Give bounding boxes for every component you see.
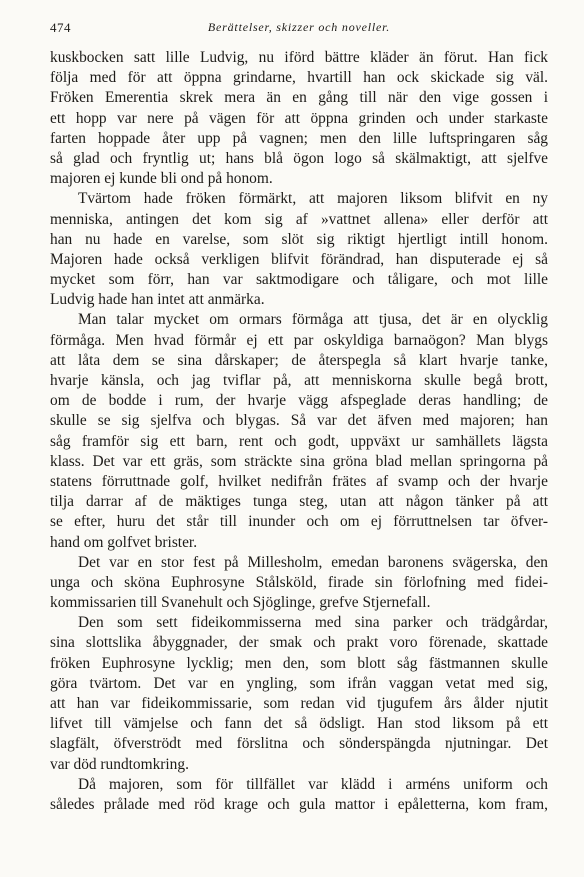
text-line: tilja darrar af de mäktiges tunga steg, utan att någon tänker på att [50,493,548,511]
text-line: se efter, huru det står till inunder och om ej förruttnelsen tar öfver- [50,513,548,531]
text-line: kommissarien till Svanehult och Sjöglinge, grefve Stjernefall. [50,594,431,612]
text-line: ett hopp var nere på vägen för att öppna grinden och under starkaste [50,109,548,127]
text-line: att låta dem se sina dårskaper; de återspegla så klart hvarje tanke, [50,351,548,369]
paragraph [50,613,548,775]
text-line: Man talar mycket om ormars förmåga att tjusa, det är en olycklig [78,311,548,329]
paragraph [50,48,548,189]
text-line: hand om golfvet brister. [50,533,198,551]
page-header [50,20,548,42]
text-line: Den som sett fideikommisserna med sina parker och trädgårdar, [78,614,548,632]
text-line: majoren ej kunde bli ond på honom. [50,170,273,188]
text-line: Då majoren, som för tillfället var klädd i arméns uniform och [78,775,548,793]
text-line: således prålade med röd krage och gula mattor i epåletterna, kom fram, [50,795,548,813]
text-line: sina slottslika åbyggnader, der smak och prakt voro förenade, skattade [50,634,548,652]
text-line: fröken Euphrosyne lycklig; men den, som blott såg fästmannen skulle [50,654,548,672]
text-line: han nu hade en varelse, som slöt sig riktigt hjertligt intill honom. [50,230,548,248]
text-line: såg framför sig ett barn, rent och godt, uppväxt ur samhällets lägsta [50,432,548,450]
text-line: göra tvärtom. Det var en yngling, som ifrån vaggan vetat med sig, [50,674,548,692]
text-line: förmåga. Men hvad förmår ej ett par oskyldiga barnaögon? Man blygs [50,331,548,349]
text-line: så glad och fryntlig ut; hans blå ögon logo så skälmaktigt, att sjelfve [50,149,548,167]
text-line: Tvärtom hade fröken förmärkt, att majoren liksom blifvit en ny [78,190,548,208]
text-line: om de bodde i rum, der hvarje vägg afspeglade deras handling; de [50,392,548,410]
text-line: kuskbocken satt lille Ludvig, nu iförd bättre kläder än förut. Han fick [50,49,548,66]
text-line: klass. Det var ett gräs, som sträckte sina gröna blad mellan springorna på [50,452,548,470]
text-line: farten hoppade åter upp på vagnen; men den lille luftspringaren såg [50,129,548,147]
page-number: 474 [50,20,71,35]
text-line: lifvet till vämjelse och fann det så ödsligt. Han stod liksom på ett [50,715,548,733]
text-line: följa med för att öppna grindarne, hvartill han ock skickade sig väl. [50,69,548,87]
paragraph [50,310,548,552]
paragraph [50,189,548,310]
text-line: slagfält, öfverströdt med förslitna och sönderspängda njutningar. Det [50,735,548,753]
paragraph [50,553,548,614]
text-line: unga och sköna Euphrosyne Stålsköld, firade sin förlofning med fidei- [50,573,548,591]
text-line: Majoren hade också verkligen blifvit förändrad, han disputerade ej så [50,250,548,268]
text-line: menniska, antingen det kom sig af »vattnet allena» eller derför att [50,210,548,228]
text-line: hvarje känsla, och jag tviflar på, att menniskorna skulle begå brott, [50,372,548,389]
text-body [50,48,548,815]
text-line: statens förruttnade golf, hvilket nedifrån frätes af svamp och der hvarje [50,472,548,490]
text-line: att han var fideikommissarie, som redan vid tjugufem års ålder njutit [50,695,548,712]
text-line: Det var en stor fest på Millesholm, emedan baronens svägerska, den [78,553,548,571]
text-line: Fröken Emerentia skrek mera än en gång till när den vige gossen i [50,89,548,107]
paragraph [50,775,548,815]
text-line: Ludvig hade han intet att anmärka. [50,291,265,309]
running-title: Berättelser, skizzer och noveller. [207,20,391,34]
text-line: var död rundtomkring. [50,755,189,773]
text-line: skulle se sig sjelfva och blygas. Så var det äfven med majoren; han [50,412,548,430]
text-line: mycket som förr, han var saktmodigare och tåligare, och mot lille [50,271,548,289]
